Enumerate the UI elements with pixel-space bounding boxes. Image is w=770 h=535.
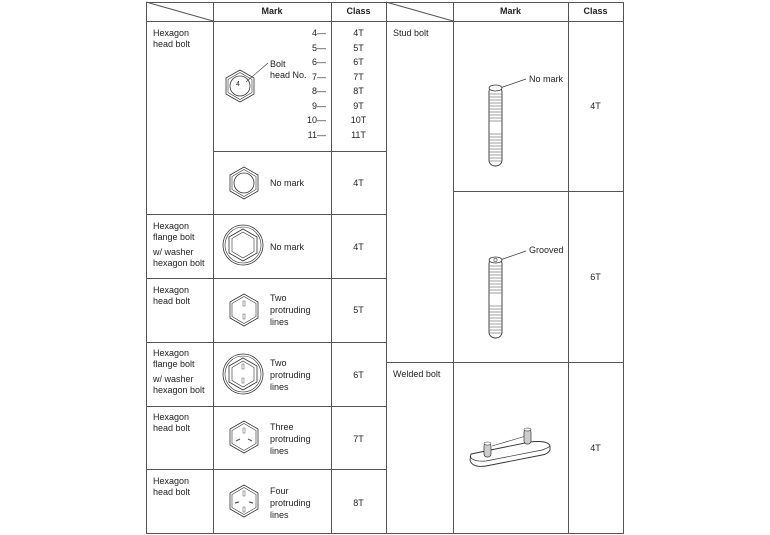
header-diagonal (146, 2, 213, 21)
head-number-item: 9— (311, 100, 326, 111)
mark-text: Grooved (529, 245, 564, 255)
bolt-type: Hexagon (153, 476, 190, 486)
head-number-item: 11— (307, 129, 326, 140)
bolt-type: hexagon bolt (153, 385, 205, 395)
bolt-type: w/ washer (153, 374, 194, 384)
bolt-type: flange bolt (153, 359, 195, 369)
bolt-type: w/ washer (153, 247, 194, 257)
mark-label: Bolt (270, 59, 286, 69)
bolt-type: Hexagon (153, 285, 190, 295)
header-divider (146, 21, 624, 22)
mark-text: No mark (529, 74, 564, 84)
bolt-type: head bolt (153, 296, 191, 306)
column-divider (386, 2, 387, 533)
bolt-type: Hexagon (153, 412, 190, 422)
class-value: 6T (353, 370, 364, 380)
class-value: 4T (353, 178, 364, 188)
class-value: 4T (590, 443, 601, 453)
mark-text: protruding (270, 305, 311, 315)
class-value: 7T (353, 434, 364, 444)
class-value: 4T (590, 101, 601, 111)
head-number: 4 (236, 81, 240, 88)
class-value: 9T (353, 100, 364, 111)
row-divider (146, 214, 386, 215)
mark-text: Two (270, 358, 287, 368)
bolt-type: Welded bolt (393, 369, 441, 379)
bolt-type: head bolt (153, 39, 191, 49)
mark-text: lines (270, 317, 289, 327)
header-mark: Mark (261, 6, 283, 16)
mark-text: protruding (270, 434, 311, 444)
mark-text: Three (270, 422, 294, 432)
flange-hex-plain-icon (222, 224, 264, 266)
column-divider (453, 2, 454, 533)
class-value: 4T (353, 28, 364, 38)
mark-text: lines (270, 510, 289, 520)
column-divider (213, 2, 214, 533)
row-divider (146, 469, 386, 470)
bolt-type: Hexagon (153, 28, 190, 38)
mark-text: No mark (270, 178, 305, 188)
class-value: 6T (353, 57, 364, 67)
mark-text: protruding (270, 370, 311, 380)
welded-bolt-icon (468, 424, 558, 474)
class-value: 7T (353, 71, 364, 82)
class-value: 10T (350, 115, 367, 125)
mark-text: Four (270, 486, 289, 496)
header-mark: Mark (499, 6, 521, 16)
row-divider (453, 191, 624, 192)
header-class: Class (583, 6, 608, 16)
flange-hex-two-lines-icon (222, 353, 264, 395)
class-value: 5T (353, 305, 364, 315)
row-divider (386, 362, 624, 363)
hex-three-lines-icon (228, 420, 260, 454)
head-number-item: 5— (311, 42, 326, 53)
hex-head-plain-icon (228, 166, 260, 200)
header-class: Class (346, 6, 371, 16)
hex-four-lines-icon (228, 484, 260, 518)
row-divider (146, 278, 386, 279)
mark-label: head No. (270, 70, 307, 80)
row-divider (331, 151, 386, 152)
class-value: 11T (351, 129, 366, 140)
head-number-item: 7— (311, 71, 326, 82)
head-number-item: 6— (311, 57, 326, 67)
head-number-item: 10— (306, 115, 326, 125)
bolt-type: Hexagon (153, 221, 190, 231)
mark-text: lines (270, 382, 289, 392)
header-diagonal (386, 2, 453, 21)
stud-bolt-grooved-icon (486, 248, 536, 344)
bolt-type: Hexagon (153, 348, 190, 358)
class-value: 8T (353, 86, 364, 96)
bolt-type: Stud bolt (393, 28, 429, 38)
bolt-type: head bolt (153, 487, 191, 497)
class-value: 5T (353, 42, 364, 53)
hex-two-lines-icon (228, 293, 260, 327)
class-value: 8T (353, 498, 364, 508)
stud-bolt-no-mark-icon (486, 76, 536, 172)
mark-text: Two (270, 293, 287, 303)
mark-text: lines (270, 446, 289, 456)
table-border-bottom (146, 533, 624, 534)
class-value: 6T (590, 272, 601, 282)
bolt-type: flange bolt (153, 232, 195, 242)
table-border-left (146, 2, 147, 533)
class-value: 4T (353, 242, 364, 252)
mark-text: protruding (270, 498, 311, 508)
mark-text: No mark (270, 242, 305, 252)
table-border-right (623, 2, 624, 533)
row-divider (213, 151, 331, 152)
head-number-item: 4— (311, 28, 326, 38)
table-border-top (146, 2, 624, 3)
bolt-type: hexagon bolt (153, 258, 205, 268)
bolt-type: head bolt (153, 423, 191, 433)
row-divider (146, 406, 386, 407)
hex-head-numbered-icon (224, 69, 256, 103)
head-number-item: 8— (311, 86, 326, 96)
row-divider (146, 342, 386, 343)
